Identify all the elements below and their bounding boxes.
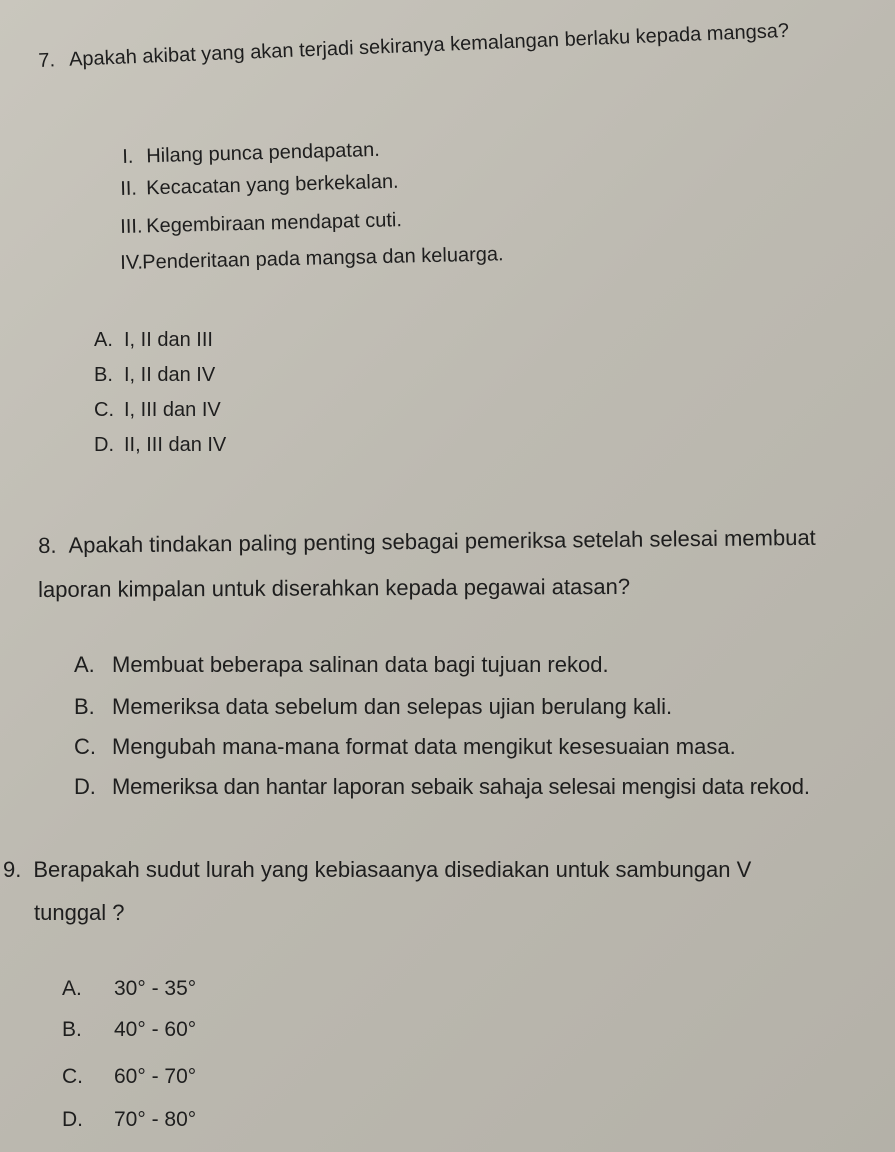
question-9-cont — [34, 900, 125, 926]
question-text-line2: tunggal ? — [34, 900, 125, 925]
option-c — [94, 399, 221, 422]
option-letter: A. — [74, 652, 95, 677]
statement-i — [122, 139, 380, 169]
question-text-line1: Apakah tindakan paling penting sebagai pemeriksa setelah selesai membuat — [68, 524, 816, 558]
option-d — [62, 1108, 196, 1132]
option-d — [94, 434, 226, 457]
question-9 — [3, 857, 751, 883]
option-a — [74, 652, 609, 678]
option-text: I, III dan IV — [124, 399, 221, 421]
statement-mark: III. — [120, 215, 143, 238]
statement-iii — [120, 209, 402, 239]
option-a — [94, 329, 213, 352]
statement-mark: IV. — [120, 251, 144, 274]
statement-text: Kecacatan yang berkekalan. — [145, 170, 399, 200]
option-a — [62, 977, 196, 1001]
option-text: Memeriksa dan hantar laporan sebaik sahaja selesai mengisi data rekod. — [112, 774, 810, 799]
statement-mark: I. — [122, 145, 134, 168]
statement-text: Kegembiraan mendapat cuti. — [145, 209, 403, 238]
option-letter: A. — [62, 977, 82, 1000]
option-b — [62, 1018, 196, 1042]
option-c — [62, 1065, 196, 1089]
option-letter: D. — [94, 434, 114, 456]
option-text: Membuat beberapa salinan data bagi tujuan rekod. — [112, 652, 609, 677]
question-text-line1: Berapakah sudut lurah yang kebiasaanya disediakan untuk sambungan V — [33, 857, 752, 882]
option-letter: C. — [94, 399, 114, 421]
option-letter: D. — [74, 774, 96, 799]
option-letter: D. — [62, 1108, 83, 1131]
option-letter: B. — [94, 364, 113, 386]
question-8 — [38, 525, 816, 559]
statement-mark: II. — [120, 177, 138, 200]
option-text: Memeriksa data sebelum dan selepas ujian berulang kali. — [112, 694, 673, 719]
question-text-line2: laporan kimpalan untuk diserahkan kepada pegawai atasan? — [38, 573, 631, 602]
option-d — [74, 774, 810, 800]
question-7 — [38, 20, 789, 73]
option-letter: A. — [94, 329, 113, 351]
question-text: Apakah akibat yang akan terjadi sekiranya kemalangan berlaku kepada mangsa? — [68, 19, 790, 71]
option-text: II, III dan IV — [124, 434, 227, 456]
option-text: 70° - 80° — [114, 1108, 197, 1131]
question-number: 8. — [38, 532, 57, 558]
option-letter: B. — [74, 694, 95, 719]
option-text: I, II dan III — [124, 329, 213, 351]
question-number: 9. — [3, 857, 22, 882]
option-text: 40° - 60° — [114, 1018, 197, 1041]
option-text: 60° - 70° — [114, 1065, 197, 1088]
statement-ii — [120, 171, 399, 201]
option-c — [74, 734, 736, 760]
option-text: 30° - 35° — [114, 977, 197, 1000]
option-text: Mengubah mana-mana format data mengikut kesesuaian masa. — [112, 734, 736, 759]
statement-text: Penderitaan pada mangsa dan keluarga. — [141, 243, 504, 274]
question-8-cont — [38, 574, 630, 603]
statement-text: Hilang punca pendapatan. — [145, 138, 381, 168]
option-b — [74, 694, 672, 720]
statement-iv — [120, 243, 504, 275]
option-letter: C. — [74, 734, 96, 759]
option-letter: C. — [62, 1065, 83, 1088]
option-b — [94, 364, 215, 387]
question-number: 7. — [38, 49, 56, 72]
option-letter: B. — [62, 1018, 82, 1041]
option-text: I, II dan IV — [124, 364, 216, 386]
